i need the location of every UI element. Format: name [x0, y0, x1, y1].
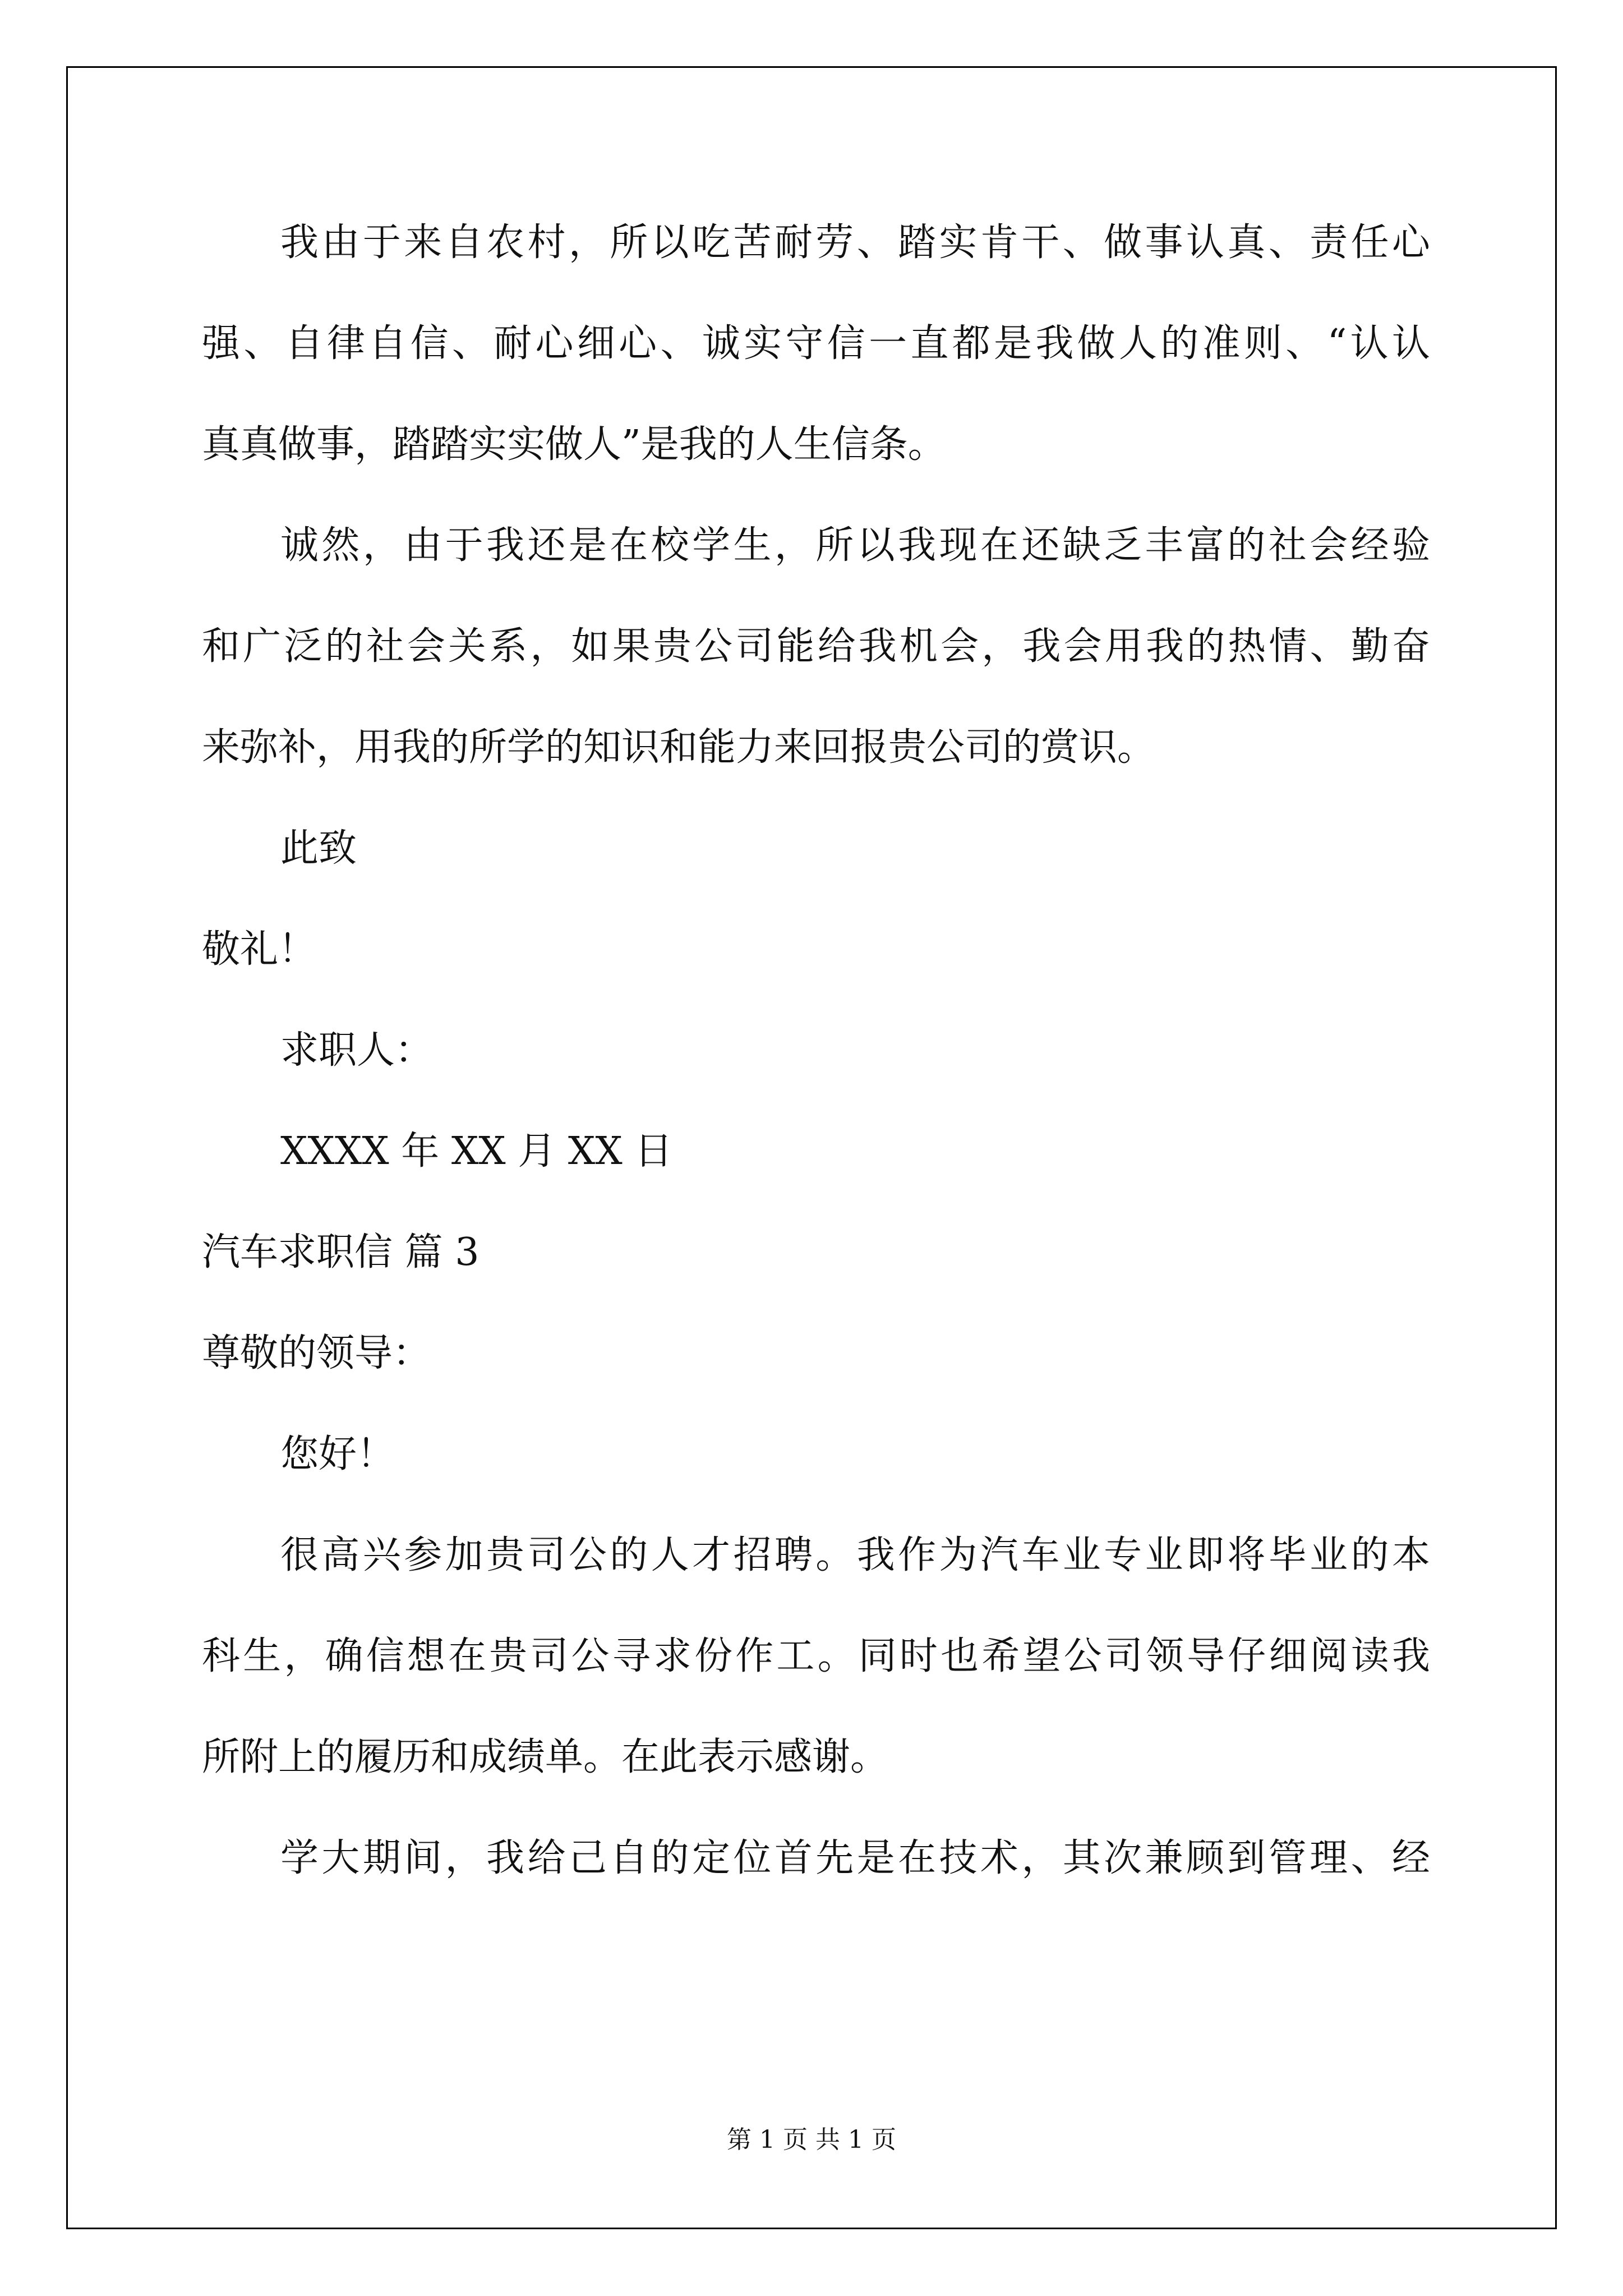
text-line: 我由于来自农村，所以吃苦耐劳、踏实肯干、做事认真、责任心 [280, 220, 1430, 265]
text-line: 很高兴参加贵司公的人才招聘。我作为汽车业专业即将毕业的本 [280, 1533, 1430, 1577]
signature-date: XXXX 年 XX 月 XX 日 [280, 1129, 673, 1174]
letter-greeting: 您好！ [280, 1432, 395, 1476]
text-line: 来弥补，用我的所学的知识和能力来回报贵公司的赏识。 [202, 725, 1156, 770]
page-footer: 第 1 页 共 1 页 [727, 2125, 896, 2154]
text-line: 所附上的履历和成绩单。在此表示感谢。 [202, 1735, 889, 1779]
text-line: 真真做事，踏踏实实做人”是我的人生信条。 [202, 422, 946, 467]
closing-salutation: 此致 [280, 826, 357, 871]
text-line: 学大期间，我给己自的定位首先是在技术，其次兼顾到管理、经 [280, 1836, 1430, 1880]
text-line: 科生，确信想在贵司公寻求份作工。同时也希望公司领导仔细阅读我 [202, 1634, 1430, 1678]
section-heading: 汽车求职信 篇 3 [202, 1230, 479, 1274]
text-line: 诚然，由于我还是在校学生，所以我现在还缺乏丰富的社会经验 [280, 523, 1430, 568]
text-line: 强、自律自信、耐心细心、诚实守信一直都是我做人的准则、“认认 [202, 321, 1430, 366]
signature-applicant: 求职人： [280, 1028, 434, 1073]
text-line: 和广泛的社会关系，如果贵公司能给我机会，我会用我的热情、勤奋 [202, 624, 1430, 669]
closing-regards: 敬礼！ [202, 927, 317, 972]
document-body [202, 216, 1430, 1932]
letter-salutation: 尊敬的领导： [202, 1331, 431, 1375]
